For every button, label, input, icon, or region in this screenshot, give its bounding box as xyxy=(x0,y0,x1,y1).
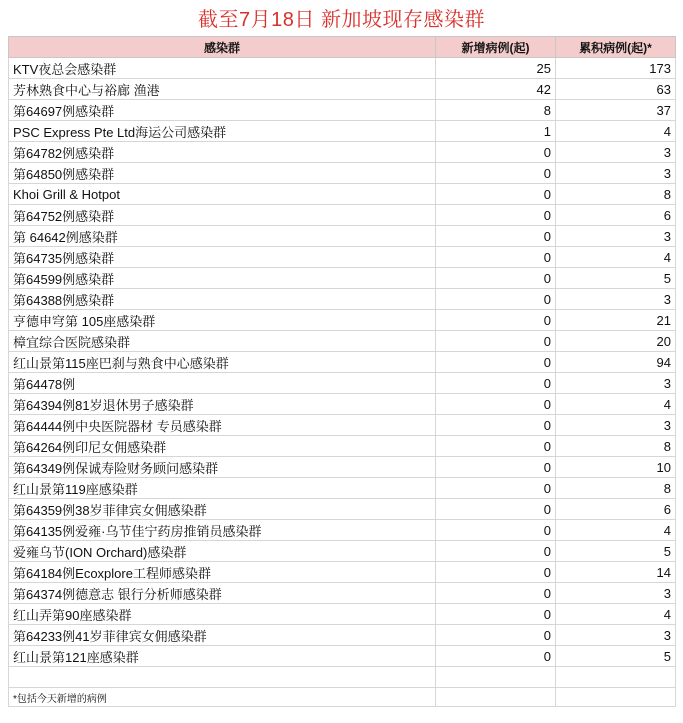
cluster-name-cell: 红山景第119座感染群 xyxy=(9,478,436,499)
cluster-name-cell: 亨德申穹第 105座感染群 xyxy=(9,310,436,331)
table-row xyxy=(9,415,676,436)
new-cases-cell: 0 xyxy=(436,331,556,352)
table-row xyxy=(9,604,676,625)
table-row xyxy=(9,352,676,373)
page-title: 截至7月18日 新加坡现存感染群 xyxy=(198,9,485,31)
total-cases-cell: 94 xyxy=(556,352,676,373)
cluster-name-cell: KTV夜总会感染群 xyxy=(9,58,436,79)
new-cases-cell: 1 xyxy=(436,121,556,142)
footnote-empty-cell xyxy=(556,688,676,707)
new-cases-cell: 0 xyxy=(436,646,556,667)
total-cases-cell: 4 xyxy=(556,394,676,415)
total-cases-cell: 3 xyxy=(556,583,676,604)
total-cases-cell: 3 xyxy=(556,625,676,646)
total-cases-cell: 3 xyxy=(556,163,676,184)
cluster-name-cell: 第64444例中央医院器材 专员感染群 xyxy=(9,415,436,436)
table-row xyxy=(9,247,676,268)
cluster-name-cell: 第64135例爱雍·乌节佳宁药房推销员感染群 xyxy=(9,520,436,541)
total-cases-cell: 3 xyxy=(556,373,676,394)
spacer-cell xyxy=(556,667,676,688)
table-row xyxy=(9,58,676,79)
cluster-name-cell: 第64697例感染群 xyxy=(9,100,436,121)
spacer-cell xyxy=(9,667,436,688)
spacer-cell xyxy=(436,667,556,688)
header-new-cases: 新增病例(起) xyxy=(436,37,556,58)
new-cases-cell: 0 xyxy=(436,394,556,415)
table-row xyxy=(9,646,676,667)
new-cases-cell: 0 xyxy=(436,583,556,604)
total-cases-cell: 14 xyxy=(556,562,676,583)
cluster-name-cell: 第64349例保诚寿险财务顾问感染群 xyxy=(9,457,436,478)
new-cases-cell: 0 xyxy=(436,499,556,520)
new-cases-cell: 0 xyxy=(436,310,556,331)
total-cases-cell: 4 xyxy=(556,121,676,142)
cluster-name-cell: Khoi Grill & Hotpot xyxy=(9,184,436,205)
table-row xyxy=(9,478,676,499)
table-row xyxy=(9,499,676,520)
cluster-name-cell: 第 64642例感染群 xyxy=(9,226,436,247)
new-cases-cell: 8 xyxy=(436,100,556,121)
table-row xyxy=(9,184,676,205)
new-cases-cell: 0 xyxy=(436,541,556,562)
cluster-name-cell: 第64735例感染群 xyxy=(9,247,436,268)
header-cluster: 感染群 xyxy=(9,37,436,58)
table-row xyxy=(9,331,676,352)
total-cases-cell: 20 xyxy=(556,331,676,352)
total-cases-cell: 3 xyxy=(556,142,676,163)
total-cases-cell: 3 xyxy=(556,289,676,310)
total-cases-cell: 10 xyxy=(556,457,676,478)
new-cases-cell: 0 xyxy=(436,373,556,394)
table-row xyxy=(9,436,676,457)
cluster-table xyxy=(8,36,676,707)
table-header-row xyxy=(9,37,676,58)
header-total-cases: 累积病例(起)* xyxy=(556,37,676,58)
new-cases-cell: 0 xyxy=(436,478,556,499)
cluster-name-cell: 第64233例41岁菲律宾女佣感染群 xyxy=(9,625,436,646)
cluster-name-cell: 第64374例德意志 银行分析师感染群 xyxy=(9,583,436,604)
table-row xyxy=(9,310,676,331)
new-cases-cell: 0 xyxy=(436,268,556,289)
new-cases-cell: 0 xyxy=(436,625,556,646)
table-row xyxy=(9,289,676,310)
new-cases-cell: 0 xyxy=(436,436,556,457)
table-row xyxy=(9,394,676,415)
footnote-empty-cell xyxy=(436,688,556,707)
cluster-name-cell: 第64394例81岁退休男子感染群 xyxy=(9,394,436,415)
total-cases-cell: 4 xyxy=(556,604,676,625)
footnote: *包括今天新增的病例 xyxy=(9,688,436,707)
table-spacer-row xyxy=(9,667,676,688)
cluster-name-cell: 第64264例印尼女佣感染群 xyxy=(9,436,436,457)
footnote-row xyxy=(9,688,676,707)
total-cases-cell: 5 xyxy=(556,541,676,562)
new-cases-cell: 0 xyxy=(436,289,556,310)
total-cases-cell: 8 xyxy=(556,436,676,457)
total-cases-cell: 5 xyxy=(556,268,676,289)
total-cases-cell: 4 xyxy=(556,520,676,541)
table-row xyxy=(9,457,676,478)
table-row xyxy=(9,142,676,163)
table-row xyxy=(9,205,676,226)
cluster-name-cell: 爱雍乌节(ION Orchard)感染群 xyxy=(9,541,436,562)
new-cases-cell: 0 xyxy=(436,184,556,205)
cluster-name-cell: 第64388例感染群 xyxy=(9,289,436,310)
table-row xyxy=(9,520,676,541)
table-row xyxy=(9,625,676,646)
cluster-name-cell: 第64782例感染群 xyxy=(9,142,436,163)
total-cases-cell: 37 xyxy=(556,100,676,121)
total-cases-cell: 8 xyxy=(556,478,676,499)
total-cases-cell: 63 xyxy=(556,79,676,100)
new-cases-cell: 0 xyxy=(436,247,556,268)
total-cases-cell: 21 xyxy=(556,310,676,331)
table-row xyxy=(9,268,676,289)
new-cases-cell: 0 xyxy=(436,205,556,226)
cluster-name-cell: 第64359例38岁菲律宾女佣感染群 xyxy=(9,499,436,520)
new-cases-cell: 42 xyxy=(436,79,556,100)
total-cases-cell: 3 xyxy=(556,415,676,436)
total-cases-cell: 3 xyxy=(556,226,676,247)
cluster-name-cell: 第64184例Ecoxplore工程师感染群 xyxy=(9,562,436,583)
cluster-name-cell: 芳林熟食中心与裕廊 渔港 xyxy=(9,79,436,100)
new-cases-cell: 0 xyxy=(436,604,556,625)
new-cases-cell: 0 xyxy=(436,142,556,163)
total-cases-cell: 4 xyxy=(556,247,676,268)
cluster-name-cell: 第64599例感染群 xyxy=(9,268,436,289)
new-cases-cell: 0 xyxy=(436,457,556,478)
total-cases-cell: 173 xyxy=(556,58,676,79)
new-cases-cell: 0 xyxy=(436,352,556,373)
cluster-name-cell: 红山景第115座巴刹与熟食中心感染群 xyxy=(9,352,436,373)
table-row xyxy=(9,100,676,121)
table-row xyxy=(9,79,676,100)
cluster-name-cell: 第64752例感染群 xyxy=(9,205,436,226)
total-cases-cell: 5 xyxy=(556,646,676,667)
new-cases-cell: 0 xyxy=(436,562,556,583)
total-cases-cell: 6 xyxy=(556,499,676,520)
table-row xyxy=(9,121,676,142)
table-body xyxy=(9,58,676,667)
total-cases-cell: 8 xyxy=(556,184,676,205)
table-row xyxy=(9,541,676,562)
cluster-name-cell: PSC Express Pte Ltd海运公司感染群 xyxy=(9,121,436,142)
cluster-name-cell: 红山景第121座感染群 xyxy=(9,646,436,667)
cluster-name-cell: 第64850例感染群 xyxy=(9,163,436,184)
table-row xyxy=(9,163,676,184)
cluster-name-cell: 红山弄第90座感染群 xyxy=(9,604,436,625)
table-row xyxy=(9,562,676,583)
new-cases-cell: 0 xyxy=(436,415,556,436)
new-cases-cell: 0 xyxy=(436,520,556,541)
table-row xyxy=(9,373,676,394)
table-row xyxy=(9,583,676,604)
new-cases-cell: 0 xyxy=(436,163,556,184)
cluster-name-cell: 樟宜综合医院感染群 xyxy=(9,331,436,352)
new-cases-cell: 0 xyxy=(436,226,556,247)
total-cases-cell: 6 xyxy=(556,205,676,226)
new-cases-cell: 25 xyxy=(436,58,556,79)
cluster-name-cell: 第64478例 xyxy=(9,373,436,394)
table-row xyxy=(9,226,676,247)
